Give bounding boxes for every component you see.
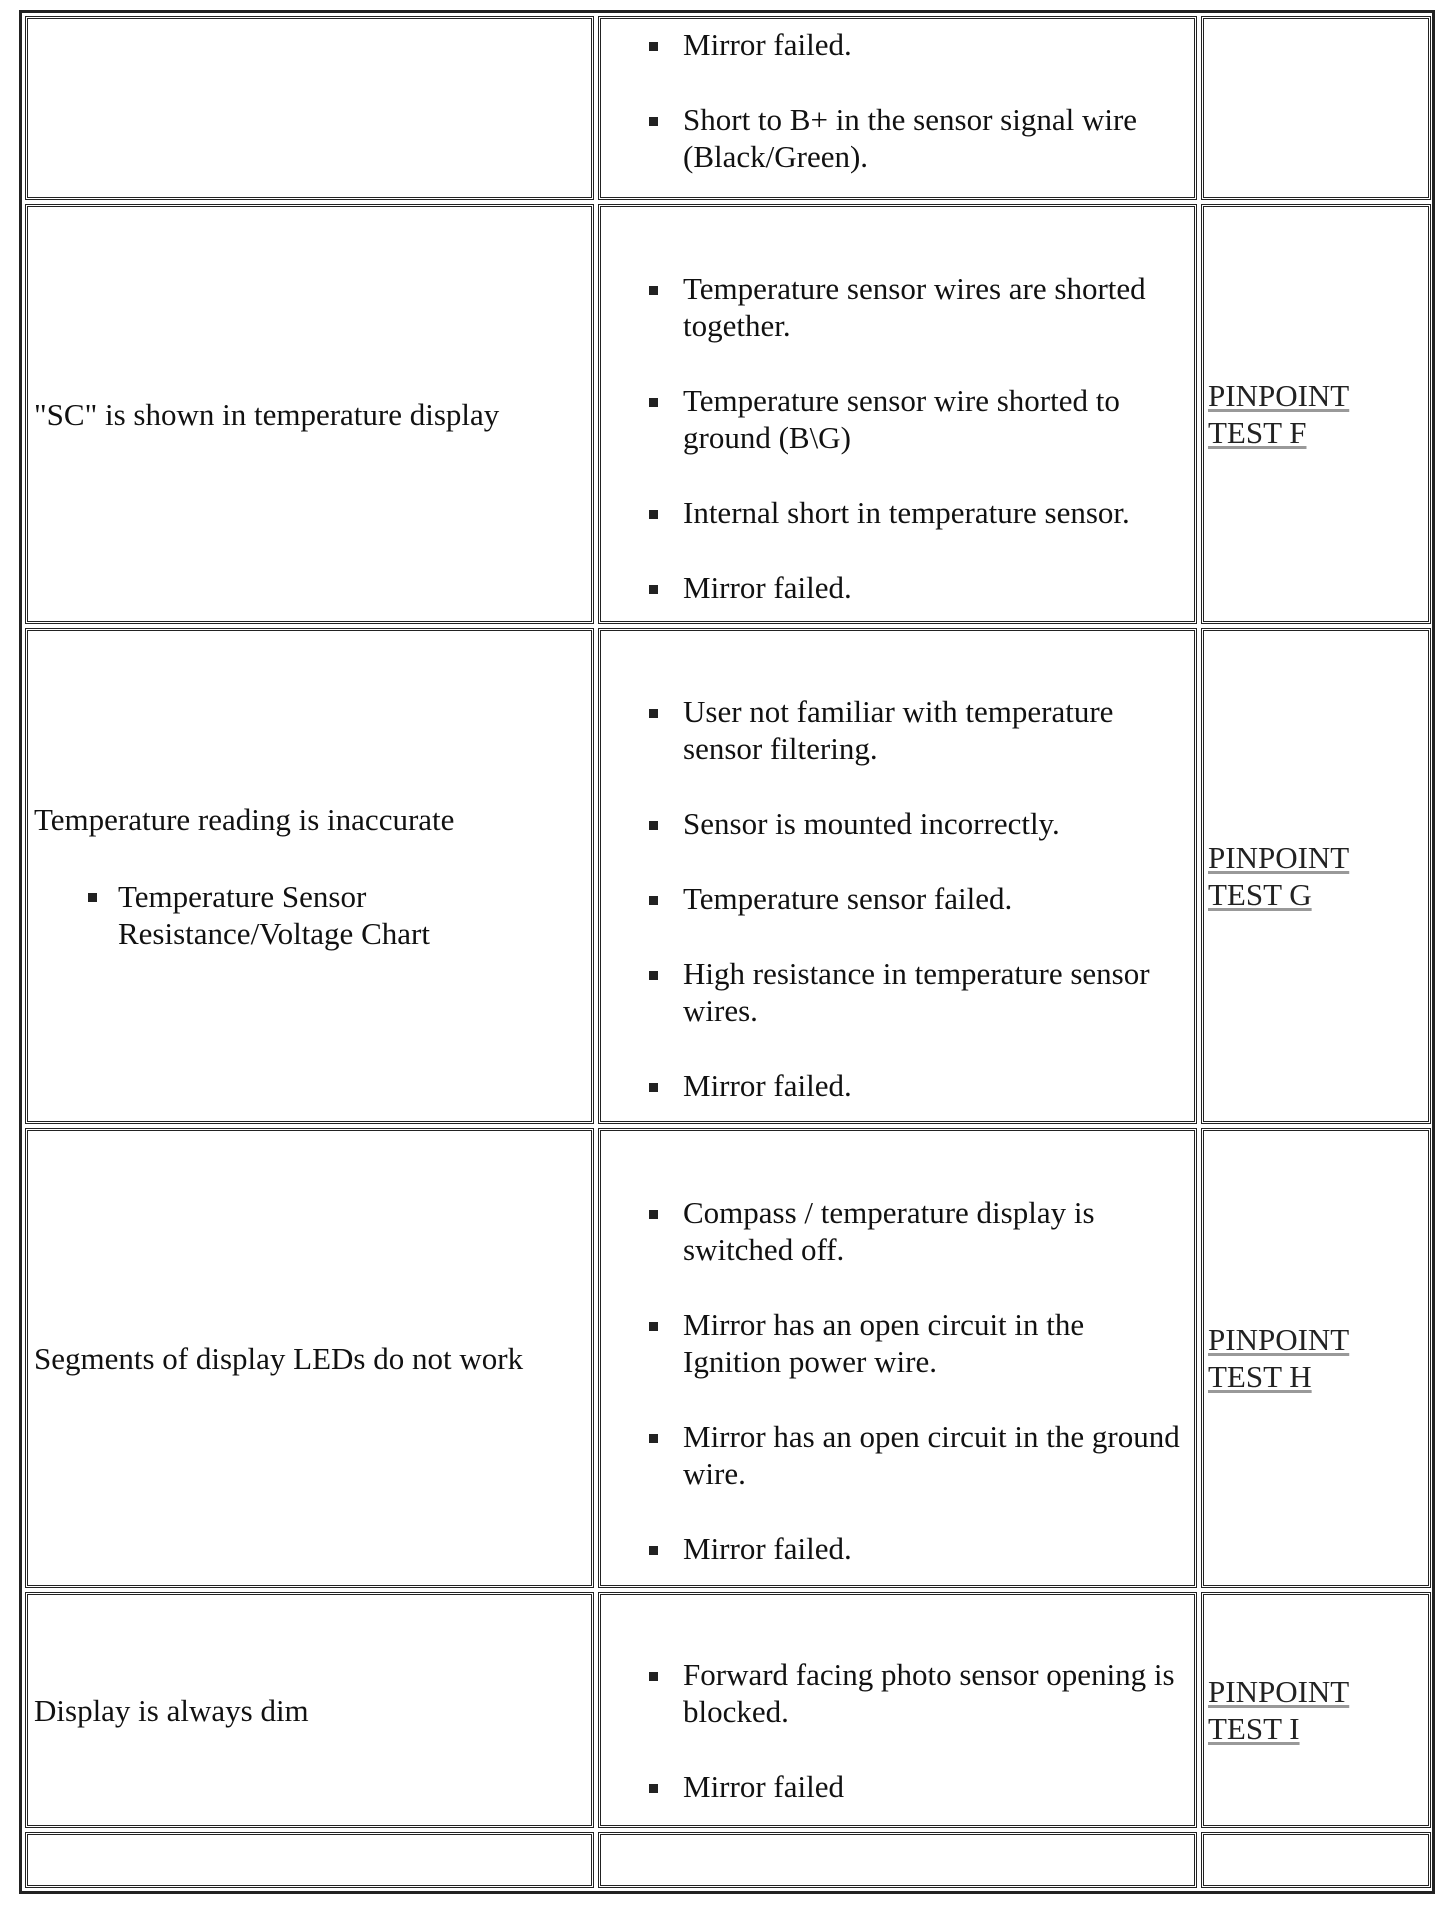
symptom-text: "SC" is shown in temperature display (34, 396, 500, 432)
symptom-text: Temperature reading is inaccurate (34, 801, 455, 837)
symptom-cell (25, 628, 594, 1124)
causes-cell (598, 1128, 1197, 1588)
action-cell (1201, 204, 1431, 624)
pinpoint-test-link[interactable] (1204, 839, 1349, 913)
cause-item: Mirror failed. (601, 26, 1194, 63)
cause-item: Temperature sensor wires are shorted together. (601, 270, 1194, 344)
causes-cell (598, 204, 1197, 624)
link-line-2: TEST G (1208, 877, 1312, 912)
link-line-2: TEST F (1208, 415, 1307, 450)
link-line-2: TEST H (1208, 1359, 1312, 1394)
cause-item: Sensor is mounted incorrectly. (601, 805, 1194, 842)
cause-item: Mirror failed (601, 1768, 1194, 1805)
link-line-2: TEST I (1208, 1711, 1300, 1746)
subitem-line-1: Temperature Sensor (118, 878, 367, 914)
cause-item: Temperature sensor wire shorted to ground (B\G) (601, 382, 1194, 456)
link-line-1: PINPOINT (1208, 840, 1350, 875)
symptom-cell (25, 1592, 594, 1828)
pinpoint-test-link[interactable] (1204, 1673, 1349, 1747)
cause-item: Temperature sensor failed. (601, 880, 1194, 917)
causes-cell (598, 1592, 1197, 1828)
symptom-cell (25, 1832, 594, 1888)
table-row (25, 204, 1431, 624)
cause-item: Mirror has an open circuit in the Ignition power wire. (601, 1306, 1194, 1380)
action-cell (1201, 1592, 1431, 1828)
symptom-cell (25, 204, 594, 624)
cause-item: Mirror failed. (601, 1530, 1194, 1567)
cause-item: Mirror has an open circuit in the ground wire. (601, 1418, 1194, 1492)
table-row (25, 1832, 1431, 1888)
subitem-line-2: Resistance/Voltage Chart (118, 915, 430, 951)
action-cell (1201, 1128, 1431, 1588)
cause-item: Short to B+ in the sensor signal wire (Black/Green). (601, 101, 1194, 175)
cause-item: Mirror failed. (601, 569, 1194, 606)
symptom-cell (25, 16, 594, 200)
symptom-text: Display is always dim (34, 1692, 309, 1728)
table-row (25, 1592, 1431, 1828)
symptom-text: Segments of display LEDs do not work (34, 1340, 524, 1376)
cause-item: Internal short in temperature sensor. (601, 494, 1194, 531)
cause-item: Compass / temperature display is switched off. (601, 1194, 1194, 1268)
action-cell (1201, 16, 1431, 200)
cause-item: Mirror failed. (601, 1067, 1194, 1104)
causes-cell (598, 16, 1197, 200)
cause-item: User not familiar with temperature sensor filtering. (601, 693, 1194, 767)
pinpoint-test-link[interactable] (1204, 377, 1349, 451)
action-cell (1201, 628, 1431, 1124)
table-row (25, 16, 1431, 200)
causes-cell (598, 628, 1197, 1124)
causes-cell (598, 1832, 1197, 1888)
pinpoint-test-link[interactable] (1204, 1321, 1349, 1395)
link-line-1: PINPOINT (1208, 378, 1350, 413)
action-cell (1201, 1832, 1431, 1888)
cause-item: High resistance in temperature sensor wires. (601, 955, 1194, 1029)
symptom-subitem[interactable] (34, 878, 454, 952)
cause-item: Forward facing photo sensor opening is blocked. (601, 1656, 1194, 1730)
table-row (25, 628, 1431, 1124)
symptom-cell (25, 1128, 594, 1588)
table-row (25, 1128, 1431, 1588)
link-line-1: PINPOINT (1208, 1322, 1350, 1357)
link-line-1: PINPOINT (1208, 1674, 1350, 1709)
